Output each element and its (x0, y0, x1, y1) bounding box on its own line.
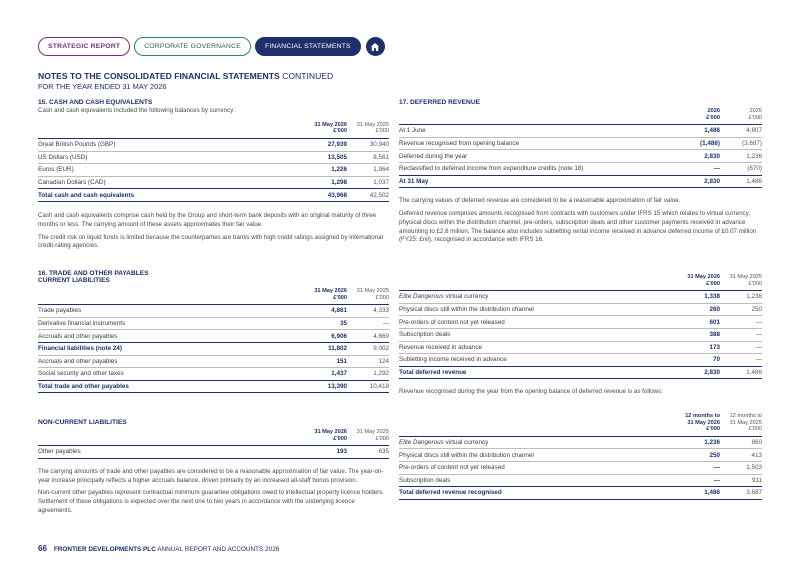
table-row: Financial liabilities (note 24) 11,802 9,002 (38, 342, 389, 355)
deferred-recognised-table (399, 413, 762, 500)
deferred-heading: 17. DEFERRED REVENUE (399, 99, 480, 106)
table-row: Physical discs still within the distribution channel 260 250 (399, 303, 762, 316)
table-row: At 1 June 1,486 4,607 (399, 125, 762, 138)
table-header: 2026 £'000 2025 £'000 (706, 108, 762, 121)
cash-table (38, 122, 389, 202)
total-row: Total deferred revenue recognised 1,486 3,687 (399, 487, 762, 500)
payables-heading: 16. TRADE AND OTHER PAYABLES (38, 270, 149, 277)
table-header: 12 months to 31 May 2026 £'000 12 months to 31 May 2025 £'000 (685, 413, 762, 433)
table-header (38, 122, 389, 139)
table-row: Subletting income received in advance 70 — (399, 354, 762, 367)
nav-corporate-governance[interactable]: CORPORATE GOVERNANCE (134, 37, 251, 56)
table-row: Elite Dangerous virtual currency 1,338 1,236 (399, 291, 762, 304)
table-row: Trade payables 4,861 4,333 (38, 305, 389, 318)
page-number: 66 (38, 544, 47, 553)
deferred-breakdown-table (399, 274, 762, 379)
table-row: Deferred during the year 2,830 1,236 (399, 150, 762, 163)
footer-company: FRONTIER DEVELOPMENTS PLC (53, 546, 156, 553)
table-row: Other payables 193 635 (38, 446, 389, 459)
payables-section (38, 270, 389, 393)
table-row: Subscription deals 388 — (399, 328, 762, 341)
home-icon (370, 42, 380, 52)
noncurrent-heading: NON-CURRENT LIABILITIES (38, 419, 127, 426)
deferred-paragraph-2: Deferred revenue comprises amounts recognised from contracts with customers under IFRS 15 which relates to virtual currency, physical discs within the distribution channel, pre-orders, subscription deals and other customer payments received in advance amounting to £2.8 million. The balance also includes subletting rental income received in advance deferred income of £0.07 million (FY25: £nil), recognised in accordance with IFRS 16. (399, 209, 757, 244)
deferred-paragraph-1: The carrying values of deferred revenue are considered to be a reasonable approximation of fair value. (399, 197, 681, 205)
table-row: Euros (EUR) 1,226 1,964 (38, 164, 389, 177)
current-liabilities-table (38, 288, 389, 393)
deferred-table (399, 108, 762, 188)
total-row: At 31 May 2,830 1,486 (399, 175, 762, 188)
deferred-breakdown-section (399, 274, 762, 397)
noncurrent-paragraph-1: The carrying amounts of trade and other payables are considered to be a reasonable approximation of fair value. The year-on-year increase principally reflects a higher accruals balance, driven primarily by an increased all-staff bonus provision. (38, 467, 384, 484)
total-row: Total deferred revenue 2,830 1,486 (399, 366, 762, 379)
table-row: Reclassified to deferred income from expenditure credits (note 18) — (670) (399, 162, 762, 175)
table-row: Social security and other taxes 1,437 1,292 (38, 368, 389, 381)
total-row: Total trade and other payables 13,390 10,418 (38, 380, 389, 393)
table-row: Derivative financial instruments 35 — (38, 317, 389, 330)
noncurrent-table (38, 429, 389, 459)
cash-paragraph-1: Cash and cash equivalents comprise cash held by the Group and short-term bank deposits with an original maturity of three months or less. The carrying amount of these assets approximates their fair value. (38, 211, 377, 228)
deferred-recognised-section (399, 413, 762, 500)
table-header: 31 May 2026 £'000 31 May 2025 £'000 (687, 274, 762, 287)
table-row: Physical discs still within the distribution channel 250 413 (399, 449, 762, 462)
table-row: Subscription deals — 911 (399, 474, 762, 487)
noncurrent-section (38, 419, 389, 516)
table-row: Pre-orders of content not yet released — 1,503 (399, 461, 762, 474)
table-row: Revenue received in advance 173 — (399, 341, 762, 354)
footer-report: ANNUAL REPORT AND ACCOUNTS 2026 (157, 546, 280, 553)
page-title-continued: CONTINUED (282, 71, 334, 81)
table-row: Revenue recognised from opening balance (1,486) (3,687) (399, 137, 762, 150)
table-row: Accruals and other payables 6,906 4,669 (38, 330, 389, 343)
total-row: Total cash and cash equivalents 43,968 42,502 (38, 189, 389, 202)
nav-financial-statements[interactable]: FINANCIAL STATEMENTS (255, 37, 361, 56)
cash-paragraph-2: The credit risk on liquid funds is limited because the counterparties are banks with high credit ratings assigned by international credit-rating agencies. (38, 233, 383, 250)
current-liabilities-heading: CURRENT LIABILITIES (38, 277, 110, 284)
section-nav (38, 37, 385, 56)
page-subtitle: FOR THE YEAR ENDED 31 MAY 2026 (38, 82, 167, 91)
table-header: 31 May 2026 £'000 31 May 2025 £'000 (314, 288, 389, 301)
table-row: Pre-orders of content not yet released 601 — (399, 316, 762, 329)
table-header: 31 May 2026 £'000 31 May 2025 £'000 (314, 429, 389, 442)
table-row: Canadian Dollars (CAD) 1,298 1,037 (38, 176, 389, 189)
noncurrent-paragraph-2: Non-current other payables represent contractual minimum guarantee obligations owed to intellectual property licence holders. Settlement of these obligations is expected over the next one to two years in accordance with the underlying licence agreements. (38, 489, 385, 514)
home-button[interactable] (366, 37, 385, 56)
page-title-main: NOTES TO THE CONSOLIDATED FINANCIAL STATEMENTS (38, 71, 280, 81)
nav-strategic-report[interactable]: STRATEGIC REPORT (38, 37, 130, 56)
table-row: Elite Dangerous virtual currency 1,236 860 (399, 436, 762, 449)
table-row: Great British Pounds (GBP) 27,939 30,940 (38, 138, 389, 151)
cash-intro: Cash and cash equivalents included the following balances by currency: (38, 107, 236, 114)
cash-heading: 15. CASH AND CASH EQUIVALENTS (38, 99, 153, 106)
cash-section (38, 99, 389, 251)
deferred-section (399, 99, 762, 245)
col-header-prior: 31 May 2025 £'000 (356, 121, 389, 135)
table-row: US Dollars (USD) 13,505 8,561 (38, 151, 389, 164)
col-header-current: 31 May 2026 £'000 (314, 121, 347, 135)
deferred-recognised-intro: Revenue recognised during the year from the opening balance of deferred revenue is as follows: (399, 388, 663, 396)
page-title (38, 71, 333, 81)
page-footer (38, 544, 279, 553)
table-row: Accruals and other payables 151 124 (38, 355, 389, 368)
